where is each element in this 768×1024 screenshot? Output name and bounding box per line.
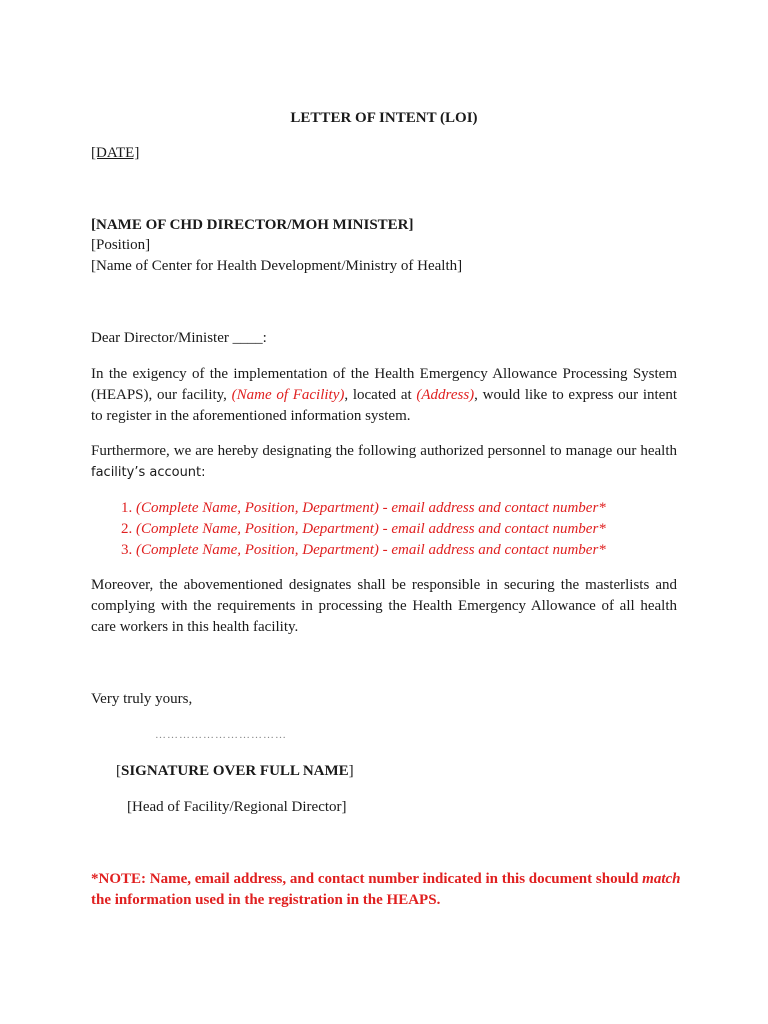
note-emphasis: match xyxy=(642,871,681,887)
paragraph-designation-colon: : xyxy=(201,465,206,480)
closing: Very truly yours, xyxy=(91,691,193,707)
addressee-position: [Position] xyxy=(91,237,151,253)
personnel-item: 2. (Complete Name, Position, Department) - email address and contact number* xyxy=(136,519,606,540)
addressee-center: [Name of Center for Health Development/Ministry of Health] xyxy=(91,258,463,274)
personnel-item: 1. (Complete Name, Position, Department) - email address and contact number* xyxy=(136,498,606,519)
paragraph-designation-text-1: Furthermore, we are hereby designating the following authorized personnel to manage our health xyxy=(91,443,677,459)
paragraph-designation xyxy=(91,441,677,483)
paragraph-intent-text-1: In the exigency of the implementation of the Health Emergency Allowance Processing System (HEAPS), our facility, xyxy=(91,366,677,403)
personnel-item: 3. (Complete Name, Position, Department) - email address and contact number* xyxy=(136,540,606,561)
address-placeholder: (Address) xyxy=(416,387,475,403)
paragraph-intent-text-2: , located at xyxy=(344,387,417,403)
date-placeholder: [DATE] xyxy=(91,145,140,161)
personnel-list xyxy=(91,498,606,561)
signature-text: SIGNATURE OVER FULL NAME xyxy=(121,763,349,779)
letter-title: LETTER OF INTENT (LOI) xyxy=(290,110,478,126)
paragraph-intent xyxy=(91,364,677,427)
note-text-2: the information used in the registration in the HEAPS. xyxy=(91,892,441,908)
salutation: Dear Director/Minister ____: xyxy=(91,330,267,346)
note-text-1: *NOTE: Name, email address, and contact number indicated in this document should xyxy=(91,871,643,887)
registration-note xyxy=(91,869,691,911)
addressee-name: [NAME OF CHD DIRECTOR/MOH MINISTER] xyxy=(91,217,414,233)
paragraph-designation-text-2: facility’s account xyxy=(91,465,202,480)
paragraph-intent-text-3: , would like to express our intent to register in the aforementioned information system. xyxy=(91,387,677,424)
facility-name-placeholder: (Name of Facility) xyxy=(231,387,345,403)
signature-label xyxy=(116,761,354,782)
signature-line: …………………………… xyxy=(155,729,287,741)
signatory-title: [Head of Facility/Regional Director] xyxy=(127,799,347,815)
signature-bracket-open: [ xyxy=(116,763,121,779)
paragraph-responsibility: Moreover, the abovementioned designates shall be responsible in securing the masterlists and complying with the requirements in processing the Health Emergency Allowance of all health care workers in this health facility. xyxy=(91,577,677,635)
signature-bracket-close: ] xyxy=(348,763,354,779)
